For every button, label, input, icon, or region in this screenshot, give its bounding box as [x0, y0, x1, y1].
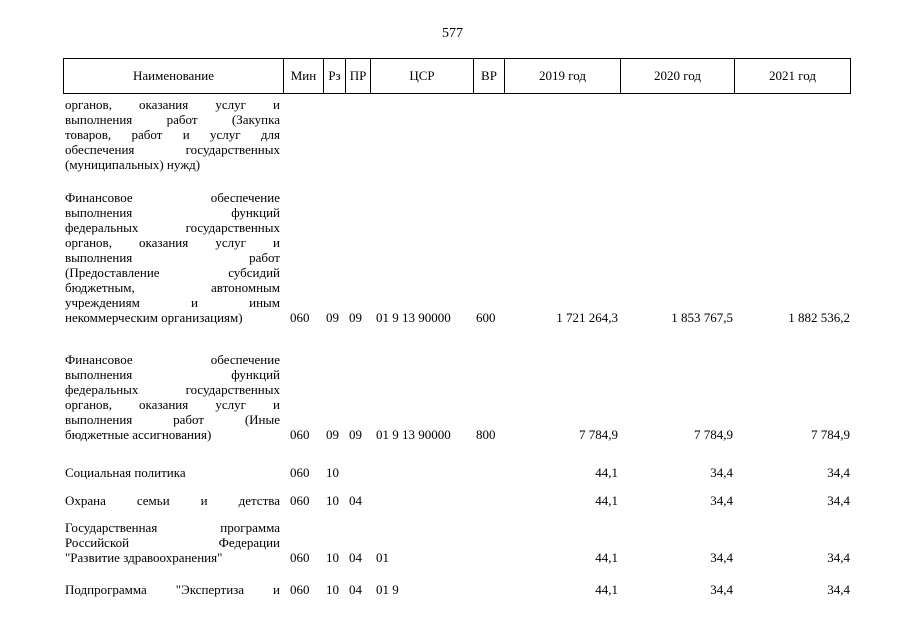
cell-min: 060 [290, 550, 310, 565]
row-name-line: товаров, работ и услуг для [65, 127, 280, 142]
cell-y2021: 34,4 [827, 493, 850, 508]
cell-pr: 04 [349, 550, 362, 565]
cell-pr: 04 [349, 493, 362, 508]
row-name [65, 97, 280, 172]
cell-min: 060 [290, 582, 310, 597]
cell-y2020: 7 784,9 [694, 427, 733, 442]
header-min: Мин [284, 59, 324, 94]
row-name-line: выполнения работ [65, 250, 280, 265]
cell-min: 060 [290, 465, 310, 480]
row-name-line: выполнения функций [65, 367, 280, 382]
header-2019: 2019 год [505, 59, 621, 94]
row-name-line: Государственная программа [65, 520, 280, 535]
cell-rz: 09 [326, 310, 339, 325]
header-pr: ПР [346, 59, 371, 94]
cell-csr: 01 [376, 550, 389, 565]
cell-y2019: 44,1 [595, 465, 618, 480]
cell-csr: 01 9 13 90000 [376, 427, 451, 442]
cell-y2021: 1 882 536,2 [788, 310, 850, 325]
table-header [63, 58, 851, 94]
row-name-line: (муниципальных) нужд) [65, 157, 201, 172]
row-name [65, 352, 280, 442]
row-name [65, 190, 280, 325]
row-name-line: федеральных государственных [65, 220, 280, 235]
cell-pr: 09 [349, 427, 362, 442]
cell-rz: 10 [326, 465, 339, 480]
page-number: 577 [442, 26, 463, 41]
row-name-line: федеральных государственных [65, 382, 280, 397]
header-rz: Рз [324, 59, 346, 94]
header-csr: ЦСР [371, 59, 474, 94]
cell-y2019: 1 721 264,3 [556, 310, 618, 325]
row-name-line: органов, оказания услуг и [65, 235, 280, 250]
cell-y2021: 34,4 [827, 465, 850, 480]
cell-y2019: 44,1 [595, 550, 618, 565]
header-2020: 2020 год [621, 59, 735, 94]
cell-csr: 01 9 [376, 582, 399, 597]
row-name-line: выполнения работ (Закупка [65, 112, 280, 127]
row-name-line: Российской Федерации [65, 535, 280, 550]
cell-y2019: 7 784,9 [579, 427, 618, 442]
cell-pr: 09 [349, 310, 362, 325]
cell-rz: 10 [326, 550, 339, 565]
row-name-line: выполнения функций [65, 205, 280, 220]
cell-y2021: 7 784,9 [811, 427, 850, 442]
row-name-line: учреждениям и иным [65, 295, 280, 310]
row-name-line: выполнения работ (Иные [65, 412, 280, 427]
cell-y2019: 44,1 [595, 582, 618, 597]
row-name-line: (Предоставление субсидий [65, 265, 280, 280]
row-name-line: органов, оказания услуг и [65, 397, 280, 412]
cell-csr: 01 9 13 90000 [376, 310, 451, 325]
row-name-line: некоммерческим организациям) [65, 310, 243, 325]
row-name-line: Финансовое обеспечение [65, 190, 280, 205]
cell-y2019: 44,1 [595, 493, 618, 508]
cell-y2020: 1 853 767,5 [671, 310, 733, 325]
cell-min: 060 [290, 493, 310, 508]
cell-y2021: 34,4 [827, 550, 850, 565]
row-name-line: Социальная политика [65, 465, 186, 480]
cell-vr: 800 [476, 427, 496, 442]
cell-y2021: 34,4 [827, 582, 850, 597]
cell-vr: 600 [476, 310, 496, 325]
row-name-line: бюджетные ассигнования) [65, 427, 212, 442]
row-name [65, 582, 280, 597]
cell-y2020: 34,4 [710, 582, 733, 597]
row-name [65, 465, 280, 480]
cell-pr: 04 [349, 582, 362, 597]
row-name [65, 493, 280, 508]
cell-y2020: 34,4 [710, 493, 733, 508]
header-name: Наименование [64, 59, 284, 94]
row-name-line: Подпрограмма "Экспертиза и [65, 582, 280, 597]
row-name-line: Финансовое обеспечение [65, 352, 280, 367]
cell-y2020: 34,4 [710, 465, 733, 480]
row-name-line: органов, оказания услуг и [65, 97, 280, 112]
cell-rz: 09 [326, 427, 339, 442]
cell-y2020: 34,4 [710, 550, 733, 565]
header-vr: ВР [474, 59, 505, 94]
row-name-line: бюджетным, автономным [65, 280, 280, 295]
cell-min: 060 [290, 310, 310, 325]
header-2021: 2021 год [735, 59, 851, 94]
row-name-line: "Развитие здравоохранения" [65, 550, 223, 565]
row-name-line: обеспечения государственных [65, 142, 280, 157]
row-name-line: Охрана семьи и детства [65, 493, 280, 508]
cell-rz: 10 [326, 582, 339, 597]
row-name [65, 520, 280, 565]
cell-rz: 10 [326, 493, 339, 508]
cell-min: 060 [290, 427, 310, 442]
